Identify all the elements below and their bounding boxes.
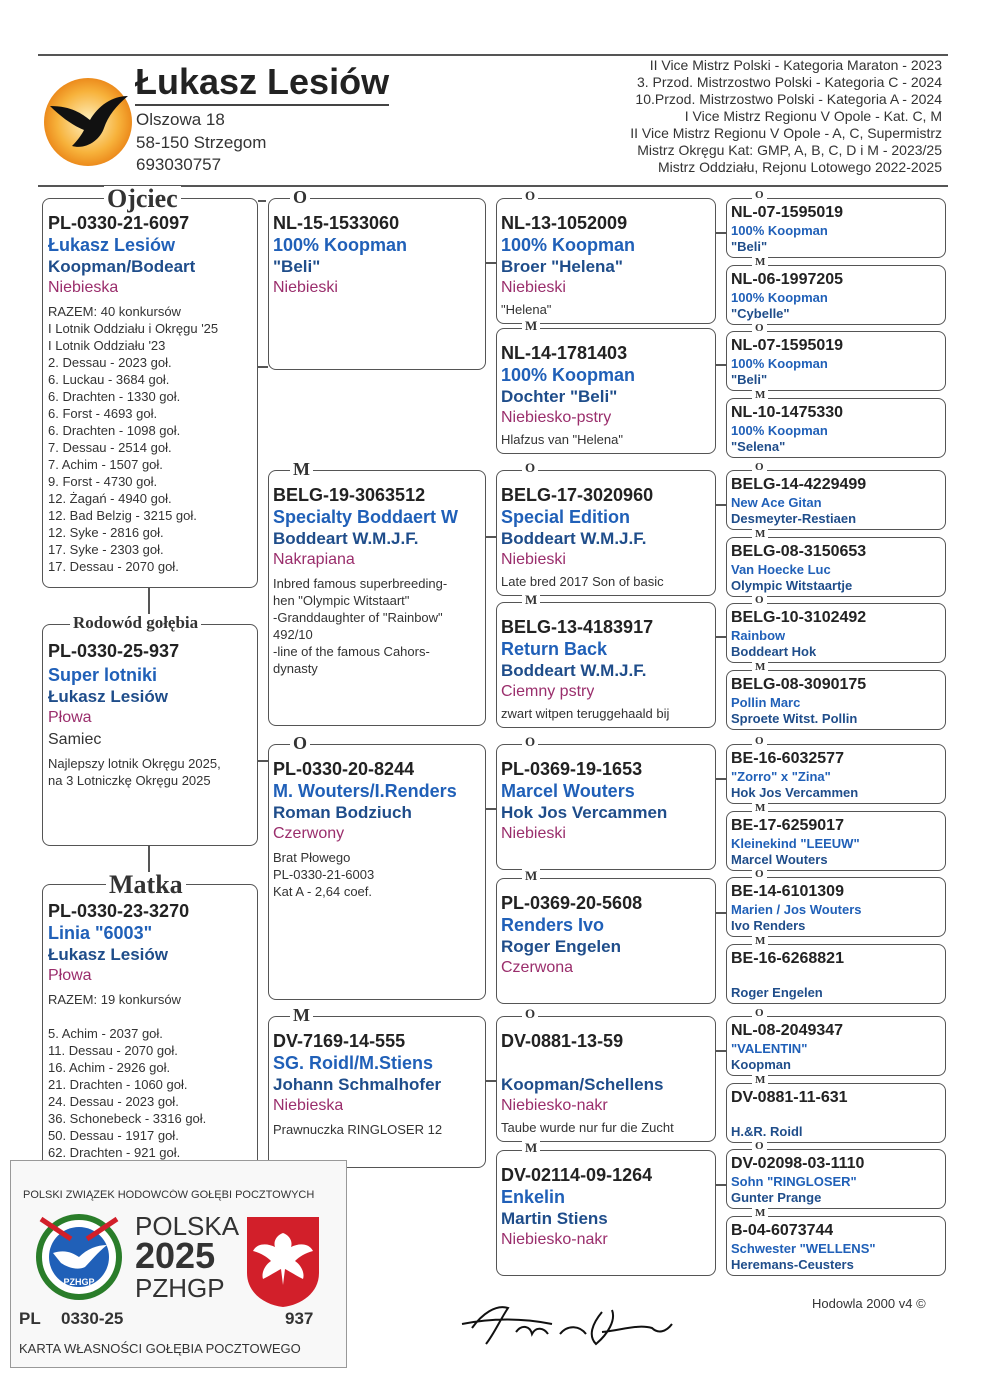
gggp-ring: B-04-6073744	[731, 1222, 834, 1239]
connector	[716, 232, 726, 234]
result-line: 12. Syke - 2816 goł.	[48, 525, 164, 540]
ggp-line: Dochter "Beli"	[501, 387, 618, 406]
gp-notes	[273, 1121, 442, 1138]
result-line: 6. Luckau - 3684 goł.	[48, 372, 170, 387]
gggp-ring: BE-17-6259017	[731, 817, 844, 834]
ggp-box	[496, 470, 716, 596]
ggp-color: Niebieski	[501, 551, 566, 568]
result-line: 16. Achim - 2926 goł.	[48, 1060, 171, 1075]
sire-label: O	[752, 595, 767, 606]
gggp-ring: BE-16-6032577	[731, 750, 844, 767]
sire-label: O	[752, 323, 767, 334]
achievement-item: Mistrz Okręgu Kat: GMP, A, B, C, D i M - 2023/25	[637, 142, 942, 158]
gggp-line2: "Cybelle"	[731, 306, 790, 321]
ggp-notes	[501, 1119, 674, 1136]
gggp-line1: Kleinekind "LEEUW"	[731, 836, 860, 851]
result-line: 6. Forst - 4693 goł.	[48, 406, 158, 421]
result-line: 50. Dessau - 1917 goł.	[48, 1128, 179, 1143]
gggp-line1: 100% Koopman	[731, 423, 828, 438]
gggp-ring: BELG-10-3102492	[731, 609, 867, 626]
ggp-name: Enkelin	[501, 1187, 566, 1207]
result-line: 12. Żagań - 4940 goł.	[48, 491, 172, 506]
gp-line: "Beli"	[273, 257, 321, 276]
dam-label: M	[522, 319, 540, 332]
sire-label: O	[522, 461, 538, 474]
phone-number: 693030757	[136, 155, 222, 174]
dam-label: M	[752, 390, 768, 401]
note-line: Inbred famous superbreeding-	[273, 576, 448, 591]
gggp-ring: BELG-08-3090175	[731, 676, 867, 693]
ggp-ring: PL-0369-19-1653	[501, 759, 643, 779]
sire-label: O	[290, 188, 310, 206]
gggp-line2: Marcel Wouters	[731, 852, 828, 867]
gggp-ring: NL-07-1595019	[731, 204, 844, 221]
gggp-ring: BE-16-6268821	[731, 950, 844, 967]
card-caption: KARTA WŁASNOŚCI GOŁĘBIA POCZTOWEGO	[19, 1341, 301, 1356]
ggp-color: Niebieski	[501, 279, 566, 296]
gggp-line2: "Beli"	[731, 239, 768, 254]
ggp-box	[496, 602, 716, 728]
gggp-line1: 100% Koopman	[731, 290, 828, 305]
gp-line: Boddeart W.M.J.F.	[273, 529, 419, 548]
ggp-box	[496, 744, 716, 870]
ggp-box	[496, 1016, 716, 1142]
ggp-box	[496, 328, 716, 454]
result-line: 5. Achim - 2037 goł.	[48, 1026, 163, 1041]
gp-notes	[273, 849, 374, 900]
card-year: 2025	[135, 1235, 216, 1276]
gggp-ring: NL-06-1997205	[731, 271, 844, 288]
subject-ring: PL-0330-25-937	[48, 641, 180, 661]
subject-box	[42, 624, 258, 846]
result-line: 6. Drachten - 1330 goł.	[48, 389, 181, 404]
achievement-item: 3. Przod. Mistrzostwo Polski - Kategoria C - 2024	[636, 74, 942, 90]
note-line: hen "Olympic Witstaart"	[273, 593, 410, 608]
result-line: 11. Dessau - 2070 goł.	[48, 1043, 178, 1058]
connector	[716, 1050, 726, 1052]
dam-label: M	[752, 662, 768, 673]
gp-name: M. Wouters/I.Renders	[273, 781, 457, 801]
gggp-line1: "VALENTIN"	[731, 1041, 808, 1056]
mother-total: RAZEM: 19 konkursów	[48, 992, 181, 1007]
grandparent-box-m	[268, 1016, 486, 1168]
father-box	[42, 198, 258, 588]
gggp-line1: Rainbow	[731, 628, 786, 643]
top-rule	[38, 54, 948, 56]
connector	[716, 636, 726, 638]
grandparent-box-o	[268, 198, 486, 370]
ggp-color: Czerwona	[501, 959, 574, 976]
gp-ring: PL-0330-20-8244	[273, 759, 415, 779]
ggp-notes	[501, 431, 623, 448]
gggp-line1: Van Hoecke Luc	[731, 562, 831, 577]
gggp-line2: Heremans-Ceusters	[731, 1257, 854, 1272]
result-line: 36. Schonebeck - 3316 goł.	[48, 1111, 207, 1126]
dam-label: M	[752, 529, 768, 540]
note-line: "Helena"	[501, 302, 552, 317]
address-street: Olszowa 18	[136, 110, 225, 129]
ggp-box	[496, 878, 716, 1004]
gggp-box	[726, 265, 946, 325]
gggp-ring: DV-0881-11-631	[731, 1089, 848, 1106]
father-ring: PL-0330-21-6097	[48, 213, 190, 233]
result-line: 2. Dessau - 2023 goł.	[48, 355, 172, 370]
gggp-line2: Gunter Prange	[731, 1190, 822, 1205]
ggp-name: Return Back	[501, 639, 608, 659]
mother-name: Linia "6003"	[48, 923, 153, 943]
mother-label: Matka	[106, 872, 186, 898]
father-color: Niebieska	[48, 279, 119, 296]
subject-notes	[48, 755, 221, 789]
result-line: 6. Drachten - 1098 goł.	[48, 423, 181, 438]
ggp-name: Special Edition	[501, 507, 631, 527]
ggp-ring: NL-13-1052009	[501, 213, 628, 233]
result-line: I Lotnik Oddziału '23	[48, 338, 166, 353]
ggp-ring: NL-14-1781403	[501, 343, 628, 363]
gggp-box	[726, 198, 946, 258]
sire-label: O	[522, 189, 538, 202]
ggp-name: 100% Koopman	[501, 365, 636, 385]
dam-label: M	[522, 869, 540, 882]
dam-label: M	[522, 593, 540, 606]
result-line: 17. Dessau - 2070 goł.	[48, 559, 179, 574]
connector	[258, 760, 268, 762]
achievement-item: II Vice Mistrz Regionu V Opole - A, C, Supermistrz	[630, 125, 942, 141]
gggp-box	[726, 670, 946, 730]
gggp-line1: 100% Koopman	[731, 223, 828, 238]
subject-sex: Samiec	[48, 731, 102, 748]
result-line: 9. Forst - 4730 goł.	[48, 474, 158, 489]
dam-label: M	[290, 1006, 313, 1024]
ggp-line: Koopman/Schellens	[501, 1075, 664, 1094]
gggp-box	[726, 603, 946, 663]
sire-label: O	[752, 736, 767, 747]
result-line: 17. Syke - 2303 goł.	[48, 542, 164, 557]
gggp-box	[726, 398, 946, 458]
gggp-ring: BELG-08-3150653	[731, 543, 867, 560]
gggp-line1: Pollin Marc	[731, 695, 801, 710]
subject-name: Super lotniki	[48, 665, 158, 685]
gggp-line2: Desmeyter-Restiaen	[731, 511, 857, 526]
achievement-item: Mistrz Oddziału, Rejonu Lotowego 2022-2025	[657, 159, 942, 175]
gp-line: Johann Schmalhofer	[273, 1075, 442, 1094]
gggp-ring: BELG-14-4229499	[731, 476, 867, 493]
gp-color: Niebieska	[273, 1097, 344, 1114]
mother-box	[42, 884, 258, 1174]
result-line: 12. Bad Belzig - 3215 goł.	[48, 508, 197, 523]
gggp-line1: "Zorro" x "Zina"	[731, 769, 831, 784]
ggp-notes	[501, 301, 551, 318]
result-line: 24. Dessau - 2023 goł.	[48, 1094, 179, 1109]
father-results	[48, 303, 218, 575]
father-line: Koopman/Bodeart	[48, 257, 196, 276]
mother-owner: Łukasz Lesiów	[48, 945, 168, 964]
achievement-item: 10.Przod. Mistrzostwo Polski - Kategoria A - 2024	[635, 91, 942, 107]
card-country: POLSKA	[135, 1211, 240, 1241]
card-ring-number: 937	[285, 1309, 314, 1328]
result-line: I Lotnik Oddziału i Okręgu '25	[48, 321, 219, 336]
pzhgp-badge-text: PZHGP	[63, 1277, 95, 1287]
signature	[452, 1294, 692, 1354]
gggp-box	[726, 744, 946, 804]
gggp-box	[726, 877, 946, 937]
gggp-ring: NL-10-1475330	[731, 404, 844, 421]
connector	[486, 262, 496, 264]
note-line: Taube wurde nur fur die Zucht	[501, 1120, 674, 1135]
note-line: Prawnuczka RINGLOSER 12	[273, 1122, 443, 1137]
gggp-line2: Roger Engelen	[731, 985, 823, 1000]
connector	[258, 200, 266, 202]
ggp-ring: DV-0881-13-59	[501, 1031, 624, 1051]
father-label: Ojciec	[104, 186, 181, 212]
note-line: Kat A - 2,64 coef.	[273, 884, 373, 899]
connector	[486, 808, 496, 810]
connector	[716, 1184, 726, 1186]
ggp-color: Niebiesko-nakr	[501, 1097, 608, 1114]
gp-color: Nakrapiana	[273, 551, 355, 568]
father-owner: Łukasz Lesiów	[48, 235, 176, 255]
note-line: dynasty	[273, 661, 318, 676]
sire-label: O	[752, 1008, 767, 1019]
gggp-line1: 100% Koopman	[731, 356, 828, 371]
note-line: na 3 Lotniczkę Okręgu 2025	[48, 773, 211, 788]
card-ring-mid: 0330-25	[61, 1309, 124, 1328]
achievements-list	[630, 57, 942, 176]
gggp-ring: DV-02098-03-1110	[731, 1155, 865, 1172]
note-line: Brat Płowego	[273, 850, 351, 865]
mother-ring: PL-0330-23-3270	[48, 901, 190, 921]
gggp-line2: Boddeart Hok	[731, 644, 817, 659]
ggp-notes	[501, 705, 669, 722]
dam-label: M	[752, 803, 768, 814]
note-line: Najlepszy lotnik Okręgu 2025,	[48, 756, 221, 771]
gp-name: SG. Roidl/M.Stiens	[273, 1053, 434, 1073]
gggp-box	[726, 811, 946, 871]
gp-color: Czerwony	[273, 825, 345, 842]
ggp-ring: PL-0369-20-5608	[501, 893, 643, 913]
note-line: PL-0330-21-6003	[273, 867, 375, 882]
pzhgp-logo-icon	[31, 1209, 131, 1309]
ggp-color: Niebieski	[501, 825, 566, 842]
ggp-ring: BELG-17-3020960	[501, 485, 654, 505]
gggp-line2: H.&R. Roidl	[731, 1124, 803, 1139]
dam-label: M	[752, 1075, 768, 1086]
ggp-ring: BELG-13-4183917	[501, 617, 654, 637]
gggp-box	[726, 537, 946, 597]
mother-results	[48, 1025, 206, 1161]
gggp-ring: BE-14-6101309	[731, 883, 844, 900]
gggp-line1: Schwester "WELLENS"	[731, 1241, 876, 1256]
gp-name: 100% Koopman	[273, 235, 408, 255]
breeder-name: Łukasz Lesiów	[135, 62, 389, 106]
sire-label: O	[522, 1007, 538, 1020]
software-credit: Hodowla 2000 v4 ©	[812, 1296, 926, 1311]
dam-label: M	[290, 460, 313, 478]
ggp-line: Hok Jos Vercammen	[501, 803, 668, 822]
grandparent-box-o	[268, 744, 486, 1000]
gp-color: Niebieski	[273, 279, 338, 296]
sire-label: O	[752, 190, 767, 201]
subject-owner: Łukasz Lesiów	[48, 687, 168, 706]
sire-label: O	[522, 735, 538, 748]
note-line: -line of the famous Cahors-	[273, 644, 430, 659]
gggp-line2: Sproete Witst. Pollin	[731, 711, 858, 726]
connector	[716, 778, 726, 780]
connector	[716, 504, 726, 506]
grandparent-box-m	[268, 470, 486, 726]
gp-name: Specialty Boddaert W	[273, 507, 459, 527]
gggp-box	[726, 944, 946, 1004]
gp-line: Roman Bodziuch	[273, 803, 412, 822]
note-line: -Granddaughter of "Rainbow"	[273, 610, 443, 625]
gggp-box	[726, 331, 946, 391]
ggp-name: 100% Koopman	[501, 235, 636, 255]
ownership-card	[10, 1160, 347, 1368]
pedigree-label: Rodowód gołębia	[70, 614, 201, 631]
sire-label: O	[752, 869, 767, 880]
subject-color: Płowa	[48, 709, 92, 726]
connector	[258, 366, 268, 368]
dam-label: M	[752, 936, 768, 947]
gggp-line2: Olympic Witstaartje	[731, 578, 853, 593]
ggp-color: Niebiesko-pstry	[501, 409, 612, 426]
result-line: 7. Dessau - 2514 goł.	[48, 440, 172, 455]
sire-label: O	[752, 1141, 767, 1152]
ggp-box	[496, 198, 716, 324]
note-line: Late bred 2017 Son of basic	[501, 574, 664, 589]
achievement-item: II Vice Mistrz Polski - Kategoria Maraton - 2023	[649, 57, 942, 73]
result-line: 7. Achim - 1507 goł.	[48, 457, 163, 472]
gggp-line2: Koopman	[731, 1057, 791, 1072]
dam-label: M	[522, 1141, 540, 1154]
address-city: 58-150 Strzegom	[136, 133, 267, 152]
gp-ring: BELG-19-3063512	[273, 485, 426, 505]
ggp-notes	[501, 573, 664, 590]
gp-ring: NL-15-1533060	[273, 213, 400, 233]
gp-ring: DV-7169-14-555	[273, 1031, 406, 1051]
connector	[716, 364, 726, 366]
dam-label: M	[752, 257, 768, 268]
sire-label: O	[290, 734, 310, 752]
note-line: 492/10	[273, 627, 313, 642]
ggp-ring: DV-02114-09-1264	[501, 1165, 653, 1185]
gggp-line1: New Ace Gitan	[731, 495, 822, 510]
gggp-box	[726, 1216, 946, 1276]
note-line: Hlafzus van "Helena"	[501, 432, 623, 447]
breeder-logo-icon	[42, 76, 134, 168]
card-ring-prefix: PL	[19, 1309, 41, 1328]
polish-eagle-icon	[243, 1213, 323, 1309]
ggp-line: Broer "Helena"	[501, 257, 623, 276]
ggp-box	[496, 1150, 716, 1276]
ggp-color: Ciemny pstry	[501, 683, 595, 700]
gggp-box	[726, 1149, 946, 1209]
ggp-name: Marcel Wouters	[501, 781, 635, 801]
dam-label: M	[752, 1208, 768, 1219]
connector	[486, 536, 496, 538]
gggp-line1: Sohn "RINGLOSER"	[731, 1174, 857, 1189]
gggp-line2: "Beli"	[731, 372, 768, 387]
card-org: POLSKI ZWIĄZEK HODOWCÓW GOŁĘBI POCZTOWYCH	[23, 1189, 315, 1201]
card-abbr: PZHGP	[135, 1273, 225, 1303]
ggp-line: Martin Stiens	[501, 1209, 608, 1228]
ggp-line: Boddeart W.M.J.F.	[501, 529, 647, 548]
ggp-name: Renders Ivo	[501, 915, 605, 935]
gggp-box	[726, 1016, 946, 1076]
gggp-box	[726, 470, 946, 530]
result-line: 62. Drachten - 921 goł.	[48, 1145, 181, 1160]
gggp-ring: NL-07-1595019	[731, 337, 844, 354]
gggp-line1: Marien / Jos Wouters	[731, 902, 862, 917]
gggp-line2: Hok Jos Vercammen	[731, 785, 859, 800]
gggp-ring: NL-08-2049347	[731, 1022, 844, 1039]
result-line: 21. Drachten - 1060 goł.	[48, 1077, 188, 1092]
gp-notes	[273, 575, 447, 677]
note-line: zwart witpen teruggehaald bij	[501, 706, 670, 721]
ggp-line: Boddeart W.M.J.F.	[501, 661, 647, 680]
sire-label: O	[752, 462, 767, 473]
connector	[148, 588, 150, 614]
gggp-box	[726, 1083, 946, 1143]
ggp-color: Niebiesko-nakr	[501, 1231, 608, 1248]
result-line: RAZEM: 40 konkursów	[48, 304, 181, 319]
gggp-line2: Ivo Renders	[731, 918, 806, 933]
mother-color: Płowa	[48, 967, 92, 984]
gggp-line2: "Selena"	[731, 439, 786, 454]
connector	[716, 912, 726, 914]
ggp-line: Roger Engelen	[501, 937, 621, 956]
achievement-item: I Vice Mistrz Regionu V Opole - Kat. C, M	[684, 108, 942, 124]
connector	[486, 1080, 496, 1082]
